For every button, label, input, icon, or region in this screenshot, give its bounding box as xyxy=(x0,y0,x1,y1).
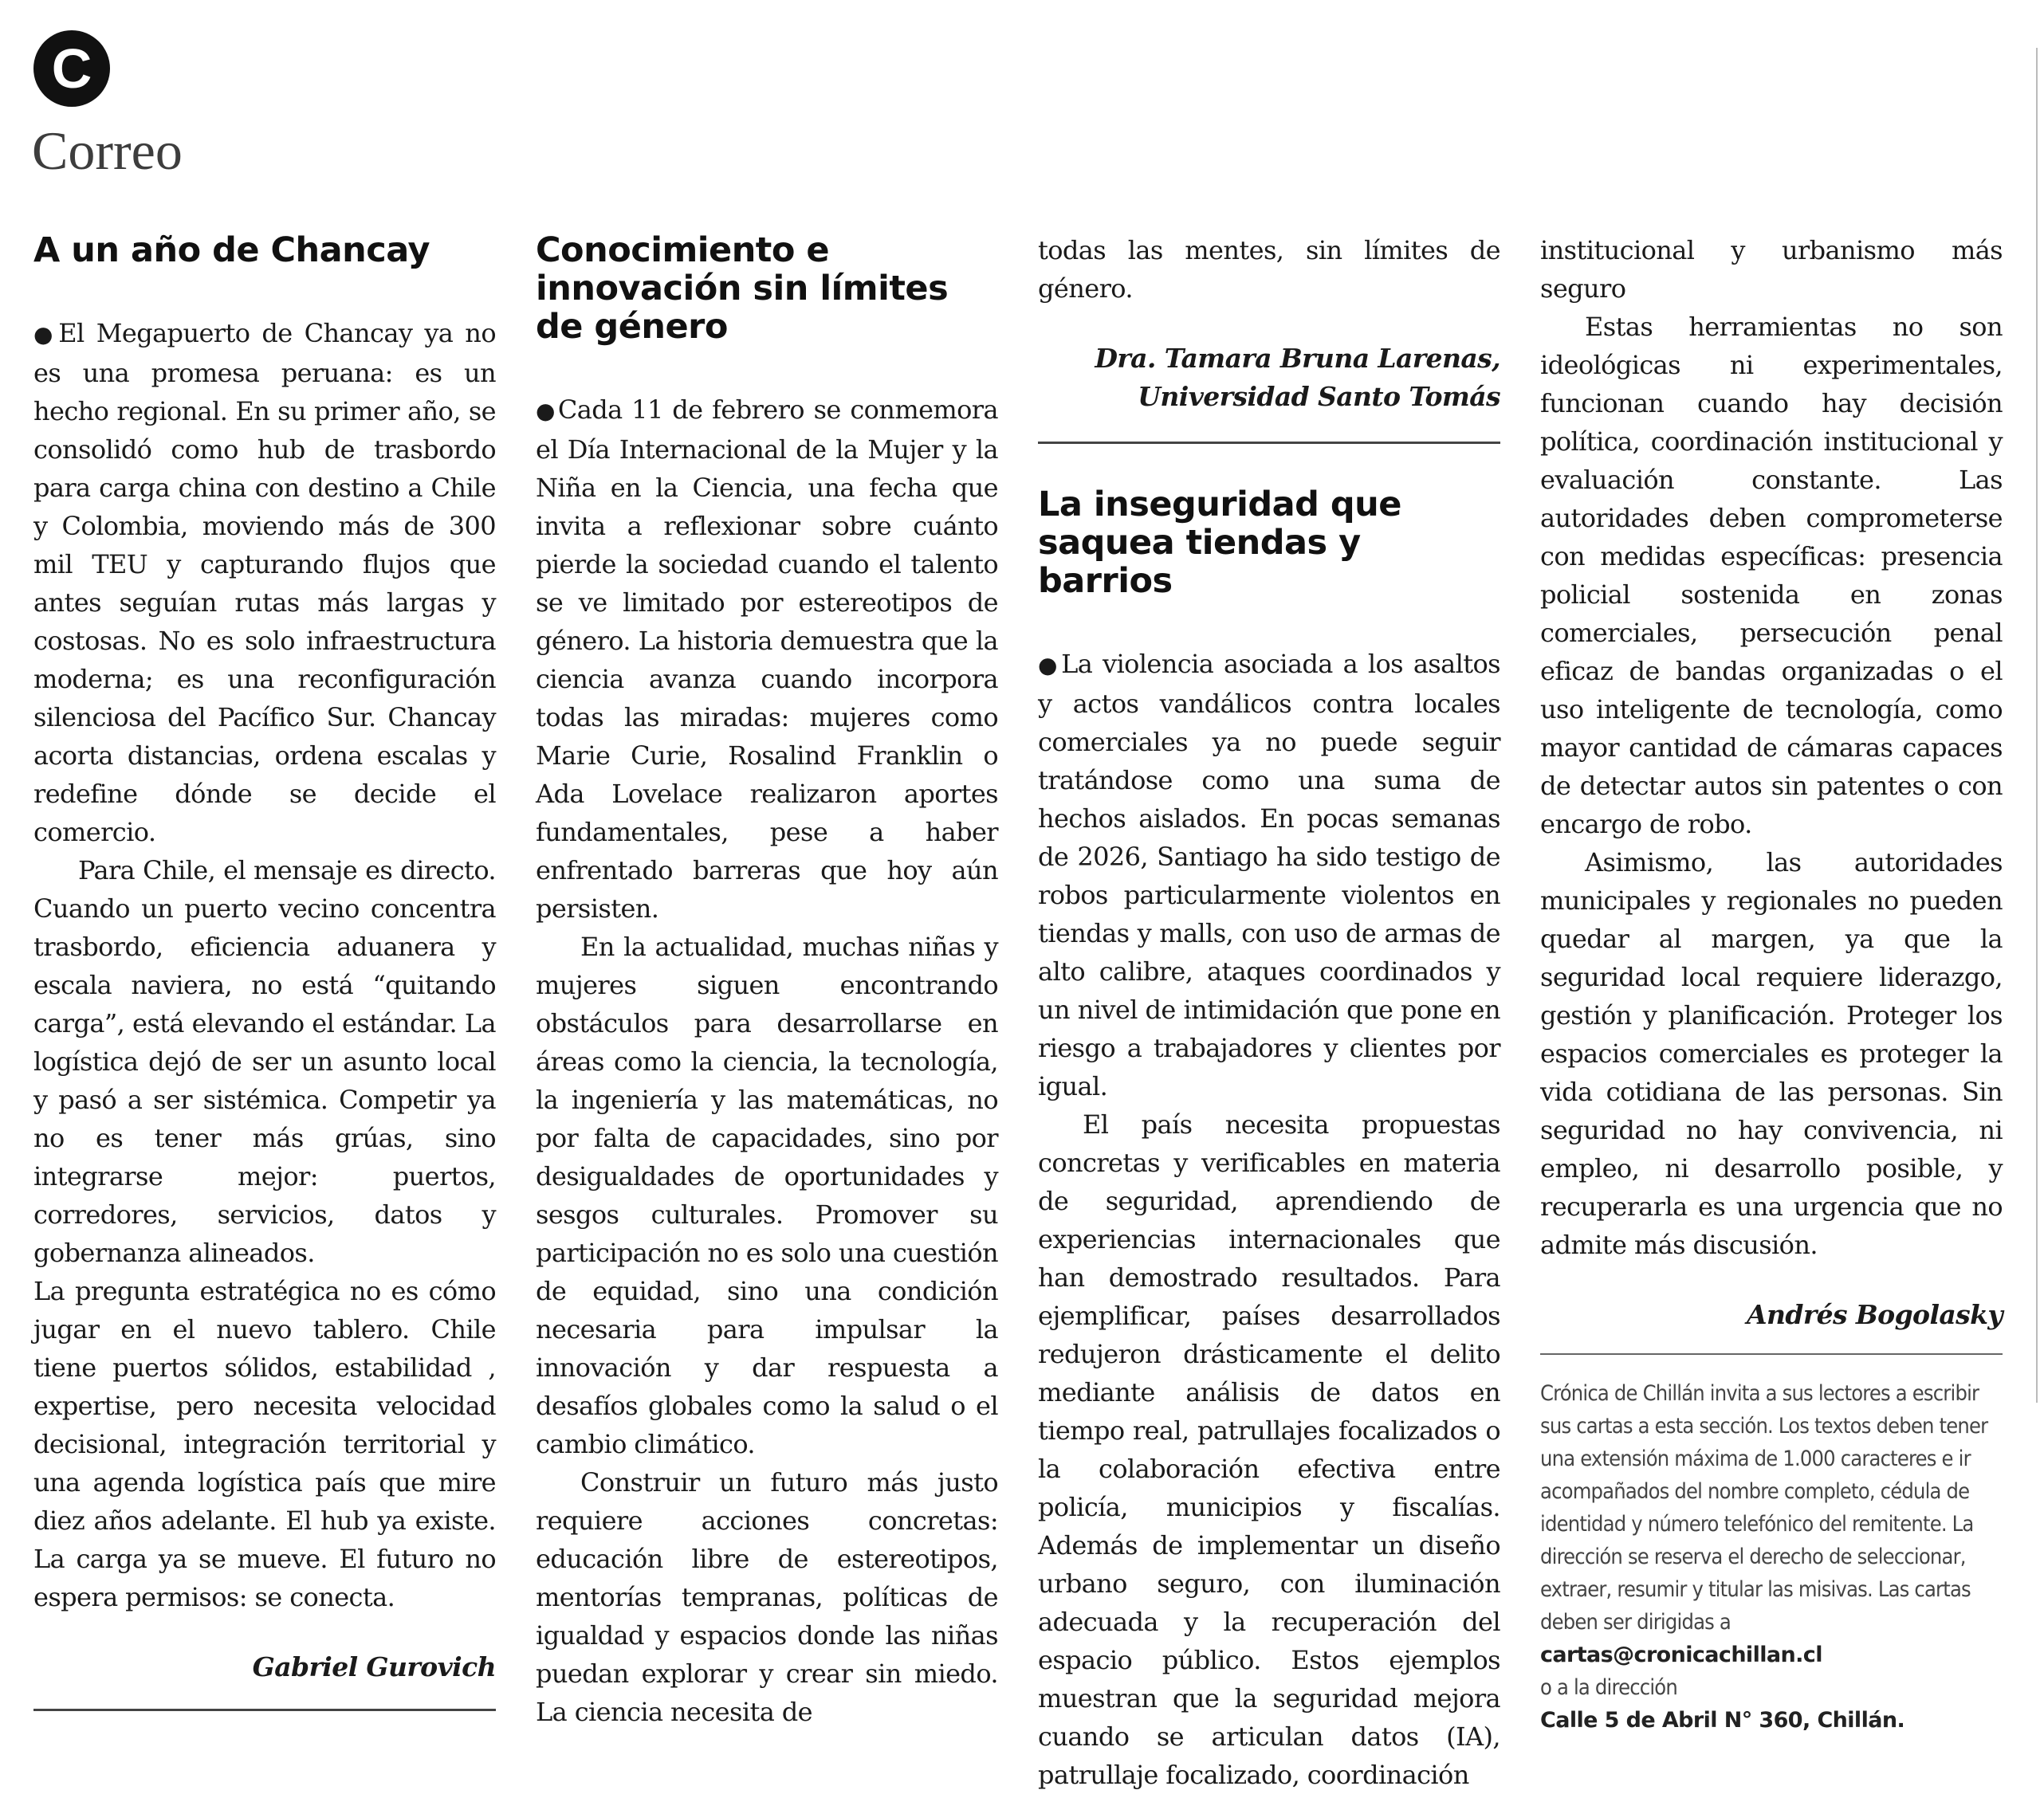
section-title: Correo xyxy=(32,120,183,181)
letter-signature: Andrés Bogolasky xyxy=(1746,1299,2003,1330)
letter-column-1 xyxy=(33,230,496,1682)
letter-headline: La inseguridad que saquea tiendas y barrios xyxy=(1038,485,1401,601)
letter-paragraph: Estas herramientas no son ideológicas ni experimentales, funcionan cuando hay decisión política, coordinación institucional y evaluación constante. Las autoridades deben comprometerse con medidas específicas: presencia policial sostenida en zonas comerciales, persecución penal eficaz de bandas organizadas o el uso inteligente de tecnología, como mayor cantidad de cámaras capaces de detectar autos sin patentes o con encargo de robo. xyxy=(1540,312,2003,839)
section-logo: C xyxy=(33,30,110,107)
letter-divider xyxy=(1038,442,1500,444)
letter-headline: Conocimiento e innovación sin límites de género xyxy=(536,230,949,347)
editor-note: Crónica de Chillán invita a sus lectores a escribir sus cartas a esta sección. Los textos deben tener una extensión máxima de 1.000 caracteres e ir acompañados del nombre completo, cédula de identidad y número telefónico del remitente. La dirección se reserva el derecho de seleccionar, extraer, resumir y titular las misivas. Las cartas deben ser dirigidas a xyxy=(1540,1381,1988,1635)
editor-email-link[interactable]: cartas@cronicachillan.cl xyxy=(1540,1643,1822,1667)
letter-paragraph: ●El Megapuerto de Chancay ya no es una promesa peruana: es un hecho regional. En su primer año, se consolidó como hub de trasbordo para carga china con destino a Chile y Colombia, moviendo más de 300 mil TEU y capturando flujos que antes seguían rutas más largas y costosas. No es solo infraestructura moderna; es una reconfiguración silenciosa del Pacífico Sur. Chancay acorta distancias, ordena escalas y redefine dónde se decide el comercio. xyxy=(33,318,496,847)
bullet-icon: ● xyxy=(1038,652,1060,678)
letter-signature-line: Universidad Santo Tomás xyxy=(1138,381,1500,412)
letter-continuation: todas las mentes, sin límites de género. xyxy=(1038,235,1500,304)
letter-paragraph: Construir un futuro más justo requiere acciones concretas: educación libre de estereotipos, mentorías tempranas, políticas de igualdad y espacios donde las niñas puedan explorar y crear sin miedo. La ciencia necesita de xyxy=(536,1467,998,1727)
editor-address: Calle 5 de Abril N° 360, Chillán. xyxy=(1540,1708,1905,1733)
letter-column-3 xyxy=(1038,231,1500,1790)
letter-paragraph: ●La violencia asociada a los asaltos y actos vandálicos contra locales comerciales ya no puede seguir tratándose como una suma de hechos aislados. En pocas semanas de 2026, Santiago ha sido testigo de robos particularmente violentos en tiendas y malls, con uso de armas de alto calibre, ataques coordinados y un nivel de intimidación que pone en riesgo a trabajadores y clientes por igual. xyxy=(1038,649,1500,1101)
letter-column-2 xyxy=(536,230,998,1727)
editor-note-or: o a la dirección xyxy=(1540,1675,1677,1700)
letter-paragraph: Asimismo, las autoridades municipales y regionales no pueden quedar al margen, ya que la seguridad local requiere liderazgo, gestión y planificación. Proteger los espacios comerciales es proteger la vida cotidiana de las personas. Sin seguridad no hay convivencia, ni empleo, ni desarrollo posible, y recuperarla es una urgencia que no admite más discusión. xyxy=(1540,847,2003,1260)
letter-signature: Gabriel Gurovich xyxy=(252,1651,496,1682)
page-edge-rule xyxy=(2036,48,2044,1403)
letter-column-4 xyxy=(1540,231,2003,1733)
letter-continuation: institucional y urbanismo más seguro xyxy=(1540,235,2003,304)
bullet-icon: ● xyxy=(33,321,57,347)
letter-signature-line: Dra. Tamara Bruna Larenas, xyxy=(1095,343,1500,374)
letter-headline: A un año de Chancay xyxy=(33,230,430,270)
letter-paragraph: Para Chile, el mensaje es directo. Cuando un puerto vecino concentra trasbordo, eficiencia aduanera y escala naviera, no está “quitando carga”, está elevando el estándar. La logística dejó de ser un asunto local y pasó a ser sistémica. Competir ya no es tener más grúas, sino integrarse mejor: puertos, corredores, servicios, datos y gobernanza alineados. xyxy=(33,855,496,1268)
column-divider xyxy=(33,1709,496,1711)
letter-paragraph: El país necesita propuestas concretas y verificables en materia de seguridad, aprendiendo de experiencias internacionales que han demostrado resultados. Para ejemplificar, países desarrollados redujeron drásticamente el delito mediante análisis de datos en tiempo real, patrullajes focalizados o la colaboración efectiva entre policía, municipios y fiscalías. Además de implementar un diseño urbano seguro, con iluminación adecuada y la recuperación del espacio público. Estos ejemplos muestran que la seguridad mejora cuando se articulan datos (IA), patrullaje focalizado, coordinación xyxy=(1038,1109,1500,1790)
letter-paragraph: En la actualidad, muchas niñas y mujeres siguen encontrando obstáculos para desarrollarse en áreas como la ciencia, la tecnología, la ingeniería y las matemáticas, no por falta de capacidades, sino por desigualdades de oportunidades y sesgos culturales. Promover su participación no es solo una cuestión de equidad, sino una condición necesaria para impulsar la innovación y dar respuesta a desafíos globales como la salud o el cambio climático. xyxy=(536,932,998,1459)
bullet-icon: ● xyxy=(536,398,556,424)
letter-paragraph: ●Cada 11 de febrero se conmemora el Día Internacional de la Mujer y la Niña en la Ciencia, una fecha que invita a reflexionar sobre cuánto pierde la sociedad cuando el talento se ve limitado por estereotipos de género. La historia demuestra que la ciencia avanza cuando incorpora todas las miradas: mujeres como Marie Curie, Rosalind Franklin o Ada Lovelace realizaron aportes fundamentales, pese a haber enfrentado barreras que hoy aún persisten. xyxy=(536,395,998,924)
note-divider xyxy=(1540,1353,2003,1355)
letter-paragraph: La pregunta estratégica no es cómo jugar en el nuevo tablero. Chile tiene puertos sólidos, estabilidad , expertise, pero necesita velocidad decisional, integración territorial y una agenda logística país que mire diez años adelante. El hub ya existe. La carga ya se mueve. El futuro no espera permisos: se conecta. xyxy=(33,1276,496,1612)
